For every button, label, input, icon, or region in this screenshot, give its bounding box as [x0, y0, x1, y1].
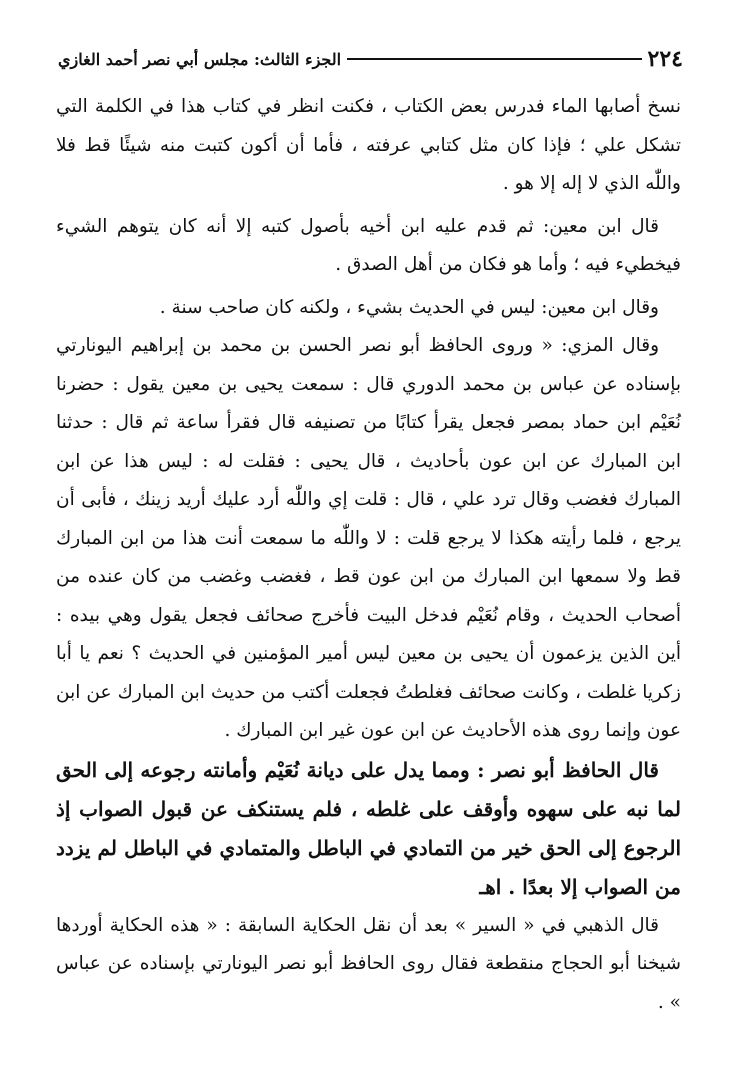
paragraph-4: وقال المزي: « وروى الحافظ أبو نصر الحسن بن محمد بن إبراهيم اليونارتي بإسناده عن عباس بن محمد الدوري قال : سمعت يحيى بن معين يقول : حضرنا نُعَيْم ابن حماد بمصر فجعل يقرأ كتابًا من تصنيفه قال فقرأ ساعة ثم قال : حدثنا ابن المبارك عن ابن عون بأحاديث ، قال يحيى : فقلت له : ليس هذا عن ابن المبارك فغضب وقال ترد علي ، قال : قلت إي واللّٰه أرد عليك أريد زينك ، فأبى أن يرجع ، فلما رأيته هكذا لا يرجع قلت : لا واللّٰه ما سمعت أنت هذا من ابن المبارك قط ولا سمعها ابن المبارك من ابن عون قط ، فغضب وغضب من كان عنده من أصحاب الحديث ، وقام نُعَيْم فدخل البيت فأخرج صحائف فجعل يقول وهي بيده : أين الذين يزعمون أن يحيى بن معين ليس أمير المؤمنين في الحديث ؟ نعم يا أبا زكريا غلطت ، وكانت صحائف فغلطتُ فجعلت أكتب من حديث ابن المبارك عن ابن عون وإنما روى هذه الأحاديث عن ابن عون غير ابن المبارك .	[56, 335, 681, 741]
header-rule	[347, 58, 641, 60]
page-body	[56, 88, 681, 1022]
page-header	[48, 42, 691, 76]
paragraph-3: وقال ابن معين: ليس في الحديث بشيء ، ولكنه كان صاحب سنة .	[159, 296, 659, 318]
running-title: الجزء الثالث: مجلس أبي نصر أحمد الغازي	[58, 49, 342, 69]
paragraph-1: نسخ أصابها الماء فدرس بعض الكتاب ، فكنت انظر في كتاب هذا في الكلمة التي تشكل علي ؛ فإذا كان مثل كتابي عرفته ، فأما أن أكون كتبت منه شيئًا قط فلا واللّٰه الذي لا إله إلا هو .	[56, 96, 681, 194]
paragraph-2: قال ابن معين: ثم قدم عليه ابن أخيه بأصول كتبه إلا أنه كان يتوهم الشيء فيخطيء فيه ؛ وأما هو فكان من أهل الصدق .	[56, 215, 681, 275]
page-number: ٢٢٤	[647, 46, 683, 72]
paragraph-6: قال الذهبي في « السير » بعد أن نقل الحكاية السابقة : « هذه الحكاية أوردها شيخنا أبو الحجاج منقطعة فقال روى الحافظ أبو نصر اليونارتي بإسناده عن عباس » .	[56, 914, 681, 1013]
paragraph-5-bold: قال الحافظ أبو نصر : ومما يدل على ديانة نُعَيْم وأمانته رجوعه إلى الحق لما نبه على سهوه وأوقف على غلطه ، فلم يستنكف عن قبول الصواب إذ الرجوع إلى الحق خير من التمادي في الباطل والمتمادي في الباطل لم يزدد من الصواب إلا بعدًا . اهـ	[56, 757, 681, 899]
